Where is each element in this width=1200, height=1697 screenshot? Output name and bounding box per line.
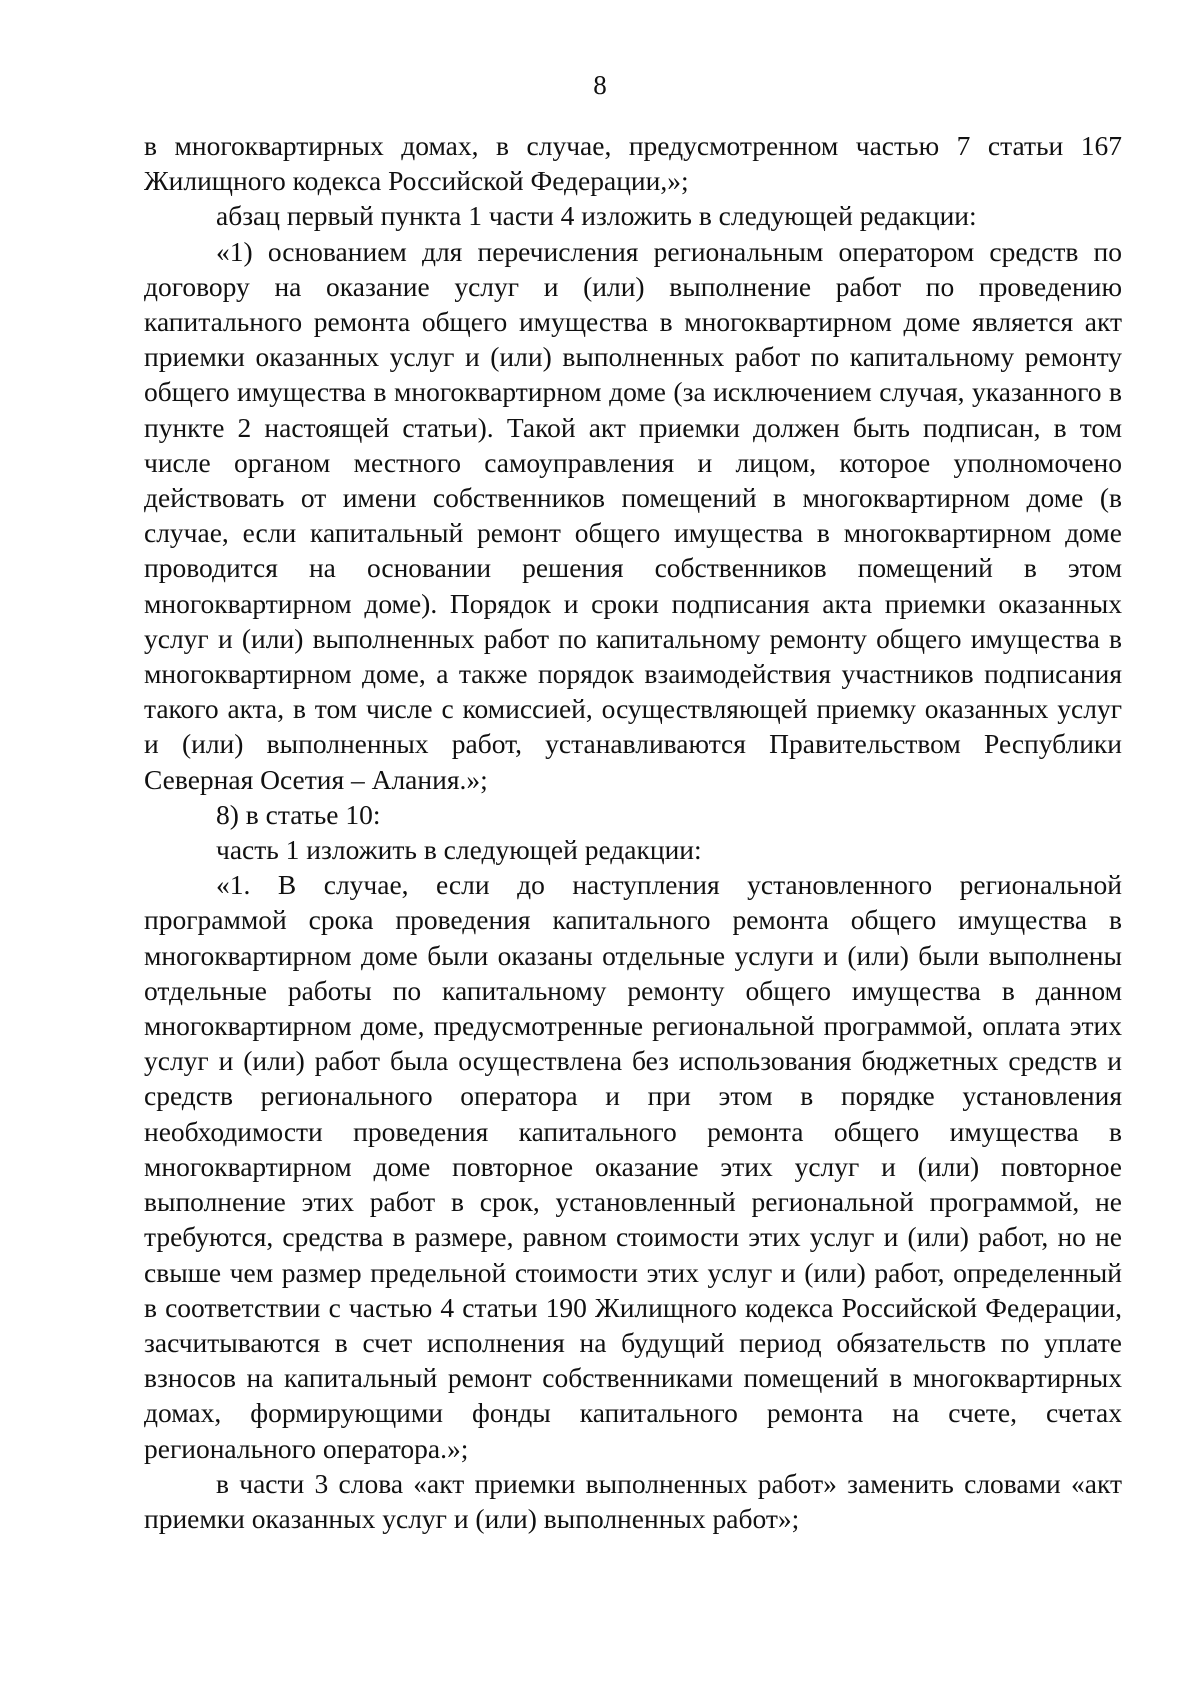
paragraph-part-instruction: часть 1 изложить в следующей редакции: bbox=[216, 834, 702, 866]
paragraph-word-replacement: в части 3 слова «акт приемки выполненных работ» заменить словами «акт приемки оказанных услуг и (или) выполненных работ»; bbox=[144, 1467, 1122, 1534]
paragraph-amendment-text: «1) основанием для перечисления региональным оператором средств по договору на оказание услуг и (или) выполнение работ по проведению капитального ремонта общего имущества в многоквартирном доме является акт приемки оказанных услуг и (или) выполненных работ по капитальному ремонту общего имущества в многоквартирном доме (за исключением случая, указанного в пункте 2 настоящей статьи). Такой акт приемки должен быть подписан, в том числе органом местного самоуправления и лицом, которое уполномочено действовать от имени собственников помещений в многоквартирном доме (в случае, если капитальный ремонт общего имущества в многоквартирном доме проводится на основании решения собственников помещений в этом многоквартирном доме). Порядок и сроки подписания акта приемки оказанных услуг и (или) выполненных работ по капитальному ремонту общего имущества в многоквартирном доме, а также порядок взаимодействия участников подписания такого акта, в том числе с комиссией, осуществляющей приемку оказанных услуг и (или) выполненных работ, устанавливаются Правительством Республики Северная Осетия – Алания.»; bbox=[144, 235, 1122, 795]
paragraph-article-heading: 8) в статье 10: bbox=[216, 798, 381, 830]
document-body bbox=[144, 128, 1122, 1536]
paragraph-part-text: «1. В случае, если до наступления установленного региональной программой срока проведения капитального ремонта общего имущества в многоквартирном доме были оказаны отдельные услуги и (или) были выполнены отдельные работы по капитальному ремонту общего имущества в данном многоквартирном доме, предусмотренные региональной программой, оплата этих услуг и (или) работ была осуществлена без использования бюджетных средств и средств регионального оператора и при этом в порядке установления необходимости проведения капитального ремонта общего имущества в многоквартирном доме повторное оказание этих услуг и (или) повторное выполнение этих работ в срок, установленный региональной программой, не требуются, средства в размере, равном стоимости этих услуг и (или) работ, но не свыше чем размер предельной стоимости этих услуг и (или) работ, определенный в соответствии с частью 4 статьи 190 Жилищного кодекса Российской Федерации, засчитываются в счет исполнения на будущий период обязательств по уплате взносов на капитальный ремонт собственниками помещений в многоквартирных домах, формирующими фонды капитального ремонта на счете, счетах регионального оператора.»; bbox=[144, 869, 1122, 1464]
paragraph-amendment-instruction: абзац первый пункта 1 части 4 изложить в следующей редакции: bbox=[216, 200, 977, 232]
paragraph-continuation: в многоквартирных домах, в случае, предусмотренном частью 7 статьи 167 Жилищного кодекса Российской Федерации,»; bbox=[144, 130, 1122, 197]
page-number: 8 bbox=[593, 70, 607, 100]
